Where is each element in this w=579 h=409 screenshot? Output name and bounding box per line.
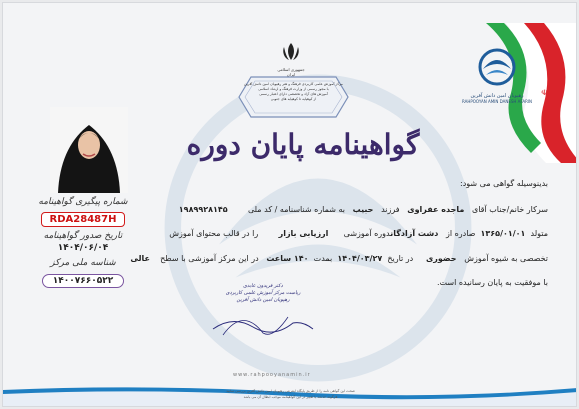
training-mode: حضوری	[425, 254, 457, 263]
national-emblem	[276, 41, 306, 77]
emblem-caption: جمهوری اسلامی ایران	[277, 67, 305, 77]
institute-name: رهپویان امین دانش آفرین	[470, 93, 524, 99]
birth-date: ۱۳۶۵/۰۱/۰۱	[480, 229, 526, 238]
course-hours: ۱۴۰ ساعت	[266, 254, 309, 263]
body-line-2: سرکار خانم/جناب آقای ماجده عفراوی فرزند حبیب به شماره شناسنامه / کد ملی ۱۹۸۹۹۲۸۱۴۵	[178, 205, 548, 214]
course-date: ۱۴۰۴/۰۳/۲۷	[337, 254, 383, 263]
body-line-4: تخصصی به شیوه آموزش حضوری در تاریخ ۱۴۰۴/۰۳/۲۷ بمدت ۱۴۰ ساعت در این مرکز آموزشی با سطح عالی	[130, 254, 548, 263]
center-id-label: شناسه ملی مرکز	[50, 258, 116, 268]
body-line-5: با موفقیت به پایان رسانیده است.	[436, 278, 548, 287]
achievement-level: عالی	[130, 254, 150, 263]
issue-date: ۱۴۰۴/۰۶/۰۴	[57, 243, 109, 253]
certificate-title: گواهینامه پایان دوره	[186, 128, 420, 161]
national-id: ۱۹۸۹۹۲۸۱۴۵	[178, 205, 228, 214]
course-name: ارزیابی بازار	[278, 229, 329, 238]
emblem-icon	[280, 41, 302, 63]
father-name: حبیب	[352, 205, 374, 214]
recipient-name: ماجده عفراوی	[407, 205, 465, 214]
body-line-3: متولد ۱۳۶۵/۰۱/۰۱ صادره از دشت آزادگاندوره آموزشی ارزیابی بازار را در قالب محتوای آموزش	[169, 229, 548, 238]
tracking-code: RDA28487H	[41, 212, 126, 227]
seal-text: دکتر فریدون عابدی ریاست مرکز آموزش علمی کاربردی رهپویان امین دانش آفرین	[225, 283, 301, 303]
website-url: www.rahpooyanamin.ir	[233, 372, 311, 378]
center-id: ۱۴۰۰۷۶۶۰۵۲۲	[42, 274, 124, 288]
footer-text: صحت این گواهی نامه را از طریق پایگاه اینترنتی رهپویان امین دانش آفرین بررسی نمایید هرگونه خدشه یا تغییر در این گواهینامه موجب ابطال آن می باشد	[226, 389, 355, 399]
institute-logo-icon	[475, 47, 519, 87]
tracking-label: شماره پیگیری گواهینامه	[38, 197, 128, 207]
institute-logo	[454, 47, 540, 104]
side-info	[35, 197, 131, 288]
banner-text: مرکز آموزش علمی کاربردی فرهنگ و هنر رهپویان امین دانش آفرین با مجوز رسمی از وزارت فرهنگ و ارشاد اسلامی آموزش های آزاد و تخصصی دارای اعتبار رسمی از کوهپایه تا کوهپایه های جنوبی	[244, 82, 343, 101]
body-line-1: بدینوسیله گواهی می شود:	[460, 179, 548, 188]
recipient-photo	[50, 107, 128, 193]
issue-date-label: تاریخ صدور گواهینامه	[43, 231, 123, 241]
svg-text:☫: ☫	[541, 88, 549, 97]
institute-name-en: RAHPOOYAN AMIN DANESH AFARIN	[461, 99, 533, 104]
birth-place: دشت آزادگان	[390, 229, 439, 238]
certificate	[2, 2, 577, 407]
